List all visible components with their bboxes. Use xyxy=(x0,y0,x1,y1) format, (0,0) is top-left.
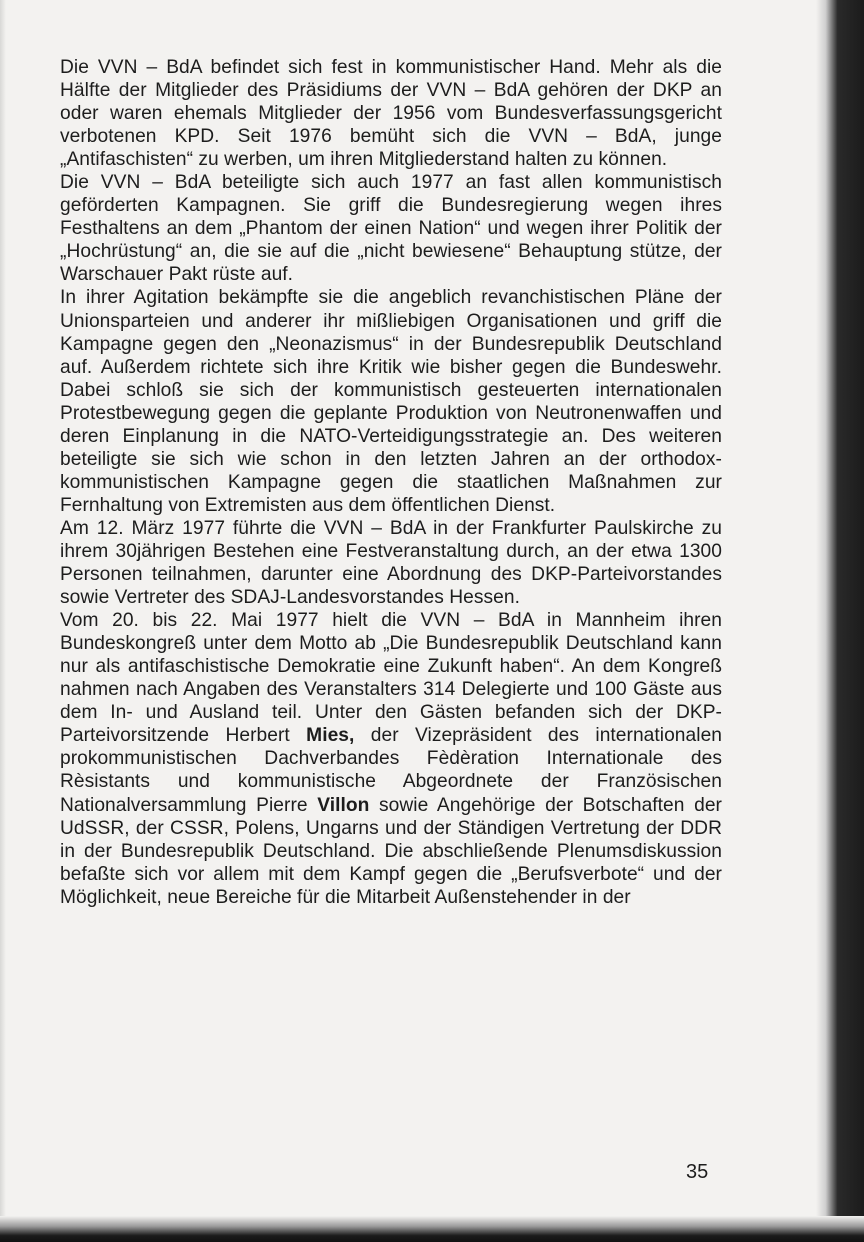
paragraph-4: Am 12. März 1977 führte die VVN – BdA in der Frankfurter Paulskirche zu ihrem 30jährigen Bestehen eine Festveranstaltung durch, an der etwa 1300 Personen teilnahmen, darunter eine Abordnung des DKP-Parteivorstandes sowie Vertreter des SDAJ-Landesvorstandes Hessen. xyxy=(60,517,722,609)
paragraph-5-part-3: sowie Angehörige der Botschaften der UdSSR, der CSSR, Polens, Ungarns und der Ständigen Vertretung der DDR in der Bundesrepublik Deutschland. Die abschließende Plenumsdiskussion befaßte sich vor allem mit dem Kampf gegen die „Berufsverbote“ und der Möglichkeit, neue Bereiche für die Mitarbeit Außenstehender in der xyxy=(60,794,722,908)
bold-name-mies: Mies, xyxy=(306,725,355,747)
page-number: 35 xyxy=(686,1161,709,1183)
paragraph-1: Die VVN – BdA befindet sich fest in kommunistischer Hand. Mehr als die Hälfte der Mitglieder des Präsidiums der VVN – BdA gehören der DKP an oder waren ehemals Mitglieder der 1956 vom Bundesverfassungsgericht verbotenen KPD. Seit 1976 bemüht sich die VVN – BdA, junge „Antifaschisten“ zu werben, um ihren Mitgliederstand halten zu können. xyxy=(60,57,722,171)
bottom-edge-shadow xyxy=(0,1216,864,1242)
body-text xyxy=(60,56,722,909)
left-page-shade xyxy=(0,0,6,1242)
paragraph-5 xyxy=(60,609,722,909)
paragraph-2: Die VVN – BdA beteiligte sich auch 1977 an fast allen kommunistisch geförderten Kampagnen. Sie griff die Bundesregierung wegen ihres Festhaltens an dem „Phantom der einen Nation“ und wegen ihrer Politik der „Hochrüstung“ an, die sie auf die „nicht bewiesene“ Behauptung stütze, der Warschauer Pakt rüste auf. xyxy=(60,172,722,286)
paragraph-5-part-2: der Vizepräsident des internationalen prokommunistischen Dachverbandes Fèdèration Internationale des Rèsistants und kommunistische Abgeordnete der Französischen Nationalversammlung Pierre xyxy=(60,725,723,816)
bold-name-villon: Villon xyxy=(317,794,370,816)
paragraph-5-part-1: Vom 20. bis 22. Mai 1977 hielt die VVN – BdA in Mannheim ihren Bundeskongreß unter dem Motto ab „Die Bundesrepublik Deutschland kann nur als antifaschistische Demokratie eine Zukunft haben“. An dem Kongreß nahmen nach Angaben des Veranstalters 314 Delegierte und 100 Gäste aus dem In- und Ausland teil. Unter den Gästen befanden sich der DKP-Parteivorsitzende Herbert xyxy=(60,610,722,747)
paragraph-3: In ihrer Agitation bekämpfte sie die angeblich revanchistischen Pläne der Unionsparteien und anderer ihr mißliebigen Organisationen und griff die Kampagne gegen den „Neonazismus“ in der Bundesrepublik Deutschland auf. Außerdem richtete sich ihre Kritik wie bisher gegen die Bundeswehr. Dabei schloß sie sich der kommunistisch gesteuerten internationalen Protestbewegung gegen die geplante Produktion von Neutronenwaffen und deren Einplanung in die NATO-Verteidigungsstrategie an. Des weiteren beteiligte sie sich wie schon in den letzten Jahren an der orthodox-kommunistischen Kampagne gegen die staatlichen Maßnahmen zur Fernhaltung von Extremisten aus dem öffentlichen Dienst. xyxy=(60,287,722,516)
binding-edge-shadow xyxy=(816,0,864,1242)
